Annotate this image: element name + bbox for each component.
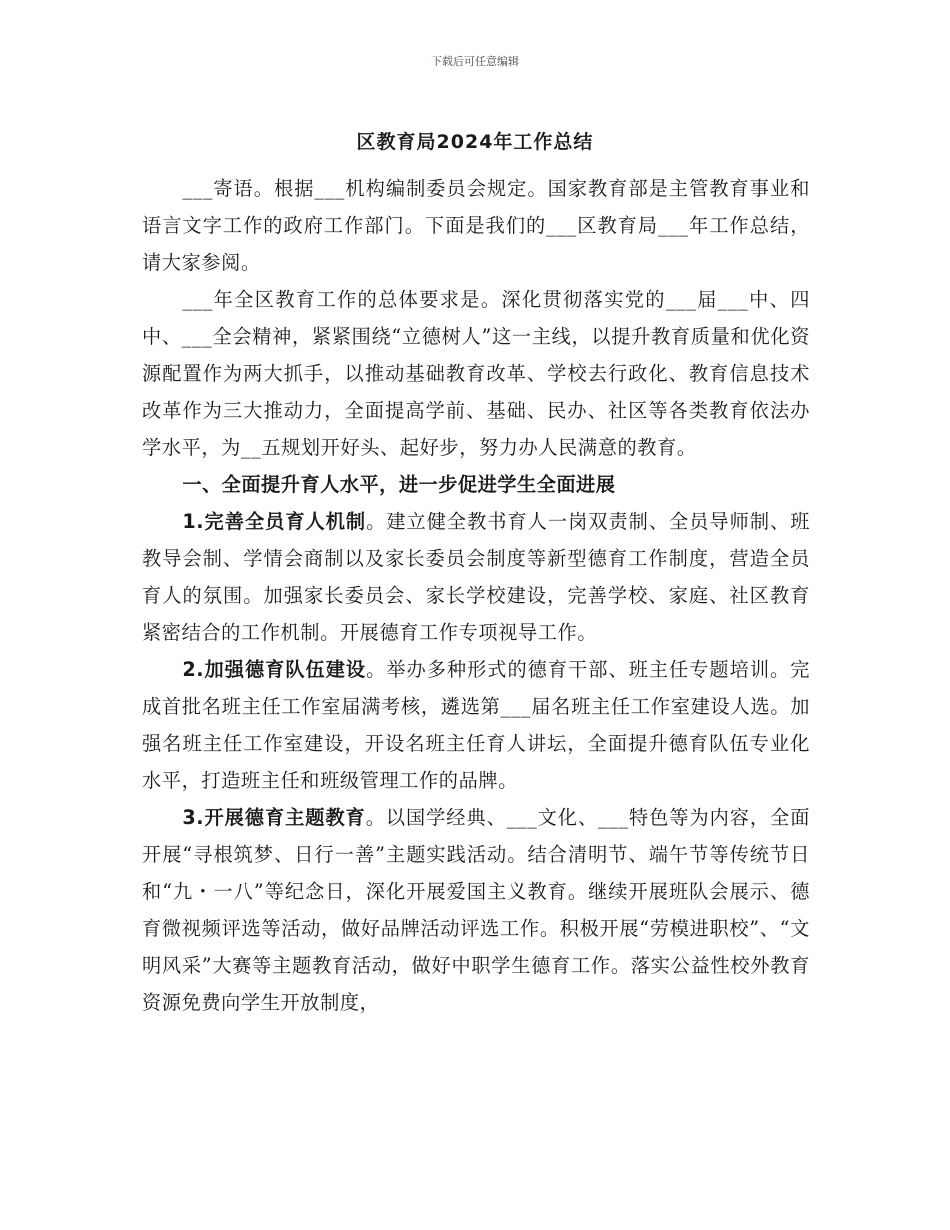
item-text: 。建立健全教书育人一岗双责制、全员导师制、班教导会制、学情会商制以及家长委员会制度等新型德育工作制度，营造全员育人的氛围。加强家长委员会、家长学校建设，完善学校、家庭、社区教育紧密结合的工作机制。开展德育工作专项视导工作。 (142, 510, 811, 644)
item-text: 。举办多种形式的德育干部、班主任专题培训。完成首批名班主任工作室届满考核，遴选第___届名班主任工作室建设人选。加强名班主任工作室建设，开设名班主任育人讲坛，全面提升德育队伍专业化水平，打造班主任和班级管理工作的品牌。 (142, 658, 811, 792)
page-header-note: 下载后可任意编辑 (431, 55, 519, 68)
section-item-1 (142, 503, 810, 651)
paragraph-intro: ___寄语。根据___机构编制委员会规定。国家教育部是主管教育事业和语言文字工作的政府工作部门。下面是我们的___区教育局___年工作总结，请大家参阅。 (142, 177, 810, 274)
document-body (142, 170, 810, 1021)
document-title: 区教育局2024年工作总结 (356, 131, 594, 153)
item-lead: 3.开展德育主题教育 (182, 806, 366, 829)
section-item-2 (142, 651, 810, 799)
section-item-3 (142, 799, 810, 1021)
section-heading-1: 一、全面提升育人水平，进一步促进学生全面进展 (182, 473, 616, 496)
item-lead: 1.完善全员育人机制 (182, 510, 367, 533)
paragraph-overall-requirements: ___年全区教育工作的总体要求是。深化贯彻落实党的___届___中、四中、___全会精神，紧紧围绕“立德树人”这一主线，以提升教育质量和优化资源配置作为两大抓手，以推动基础教育改革、学校去行政化、教育信息技术改革作为三大推动力，全面提高学前、基础、民办、社区等各类教育依法办学水平，为__五规划开好头、起好步，努力办人民满意的教育。 (142, 288, 810, 459)
item-lead: 2.加强德育队伍建设 (182, 658, 367, 681)
item-text: 。以国学经典、___文化、___特色等为内容，全面开展“寻根筑梦、日行一善”主题实践活动。结合清明节、端午节等传统节日和“九・一八”等纪念日，深化开展爱国主义教育。继续开展班队会展示、德育微视频评选等活动，做好品牌活动评选工作。积极开展“劳模进职校”、“文明风采”大赛等主题教育活动，做好中职学生德育工作。落实公益性校外教育资源免费向学生开放制度， (142, 806, 810, 1014)
